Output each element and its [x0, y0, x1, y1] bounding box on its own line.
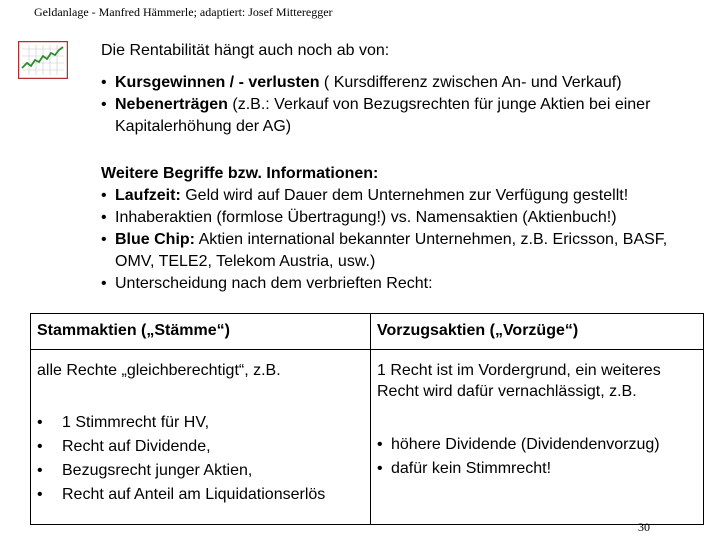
distinction-list: [101, 273, 711, 295]
list-item: [101, 185, 711, 207]
list-item: • Unterscheidung nach dem verbrieften Recht:: [101, 273, 711, 295]
list-item: • Recht auf Dividende,: [37, 436, 364, 457]
list-item: [101, 207, 711, 229]
term-text: Aktien international bekannter Unternehmen, z.B. Ericsson, BASF, OMV, TELE2, Telekom Austria, usw.): [115, 231, 668, 270]
term-text: (z.B.: Verkauf von Bezugsrechten für junge Aktien bei einer Kapitalerhöhung der AG): [115, 96, 651, 135]
more-info-heading: Weitere Begriffe bzw. Informationen:: [101, 165, 379, 182]
list-item: • Bezugsrecht junger Aktien,: [37, 460, 364, 481]
list-item: • höhere Dividende (Dividendenvorzug): [377, 434, 697, 455]
stock-type-comparison-table: [30, 313, 704, 525]
terms-list: [101, 185, 711, 273]
list-item: • Recht auf Anteil am Liquidationserlös: [37, 484, 364, 505]
term-bold: Kursgewinnen / - verlusten: [115, 74, 320, 91]
term-text: ( Kursdifferenz zwischen An- und Verkauf): [319, 74, 622, 91]
more-info-section: [101, 163, 711, 273]
list-item: [101, 229, 711, 273]
preferred-stock-rights-list: [377, 434, 697, 479]
table-cell-common-stock: [31, 350, 371, 525]
slide-content: [101, 40, 711, 295]
list-item: [101, 94, 711, 138]
term-bold: Laufzeit:: [115, 187, 181, 204]
table-row: [31, 314, 704, 350]
list-item: [101, 72, 711, 94]
header-text: Geldanlage - Manfred Hämmerle; adaptiert: Josef Mitteregger: [34, 5, 333, 19]
list-item: • dafür kein Stimmrecht!: [377, 458, 697, 479]
term-bold: Blue Chip:: [115, 231, 195, 248]
cell-intro: alle Rechte „gleichberechtigt“, z.B.: [37, 362, 281, 380]
table-cell-preferred-stock: [371, 350, 704, 525]
intro-text: Die Rentabilität hängt auch noch ab von:: [101, 42, 390, 59]
table-header-common-stock: Stammaktien („Stämme“): [31, 314, 371, 350]
table-row: [31, 350, 704, 525]
term-text: Inhaberaktien (formlose Übertragung!) vs. Namensaktien (Aktienbuch!): [115, 209, 617, 226]
cell-intro: 1 Recht ist im Vordergrund, ein weiteres Recht wird dafür vernachlässigt, z.B.: [377, 362, 661, 401]
slide-number: 30: [638, 520, 650, 534]
term-bold: Nebenerträgen: [115, 96, 228, 113]
list-item: • 1 Stimmrecht für HV,: [37, 412, 364, 433]
common-stock-rights-list: [37, 412, 364, 505]
table-header-preferred-stock: Vorzugsaktien („Vorzüge“): [371, 314, 704, 350]
stock-chart-icon: [18, 41, 68, 79]
profit-list: [101, 72, 711, 138]
term-text: Geld wird auf Dauer dem Unternehmen zur Verfügung gestellt!: [180, 187, 629, 204]
